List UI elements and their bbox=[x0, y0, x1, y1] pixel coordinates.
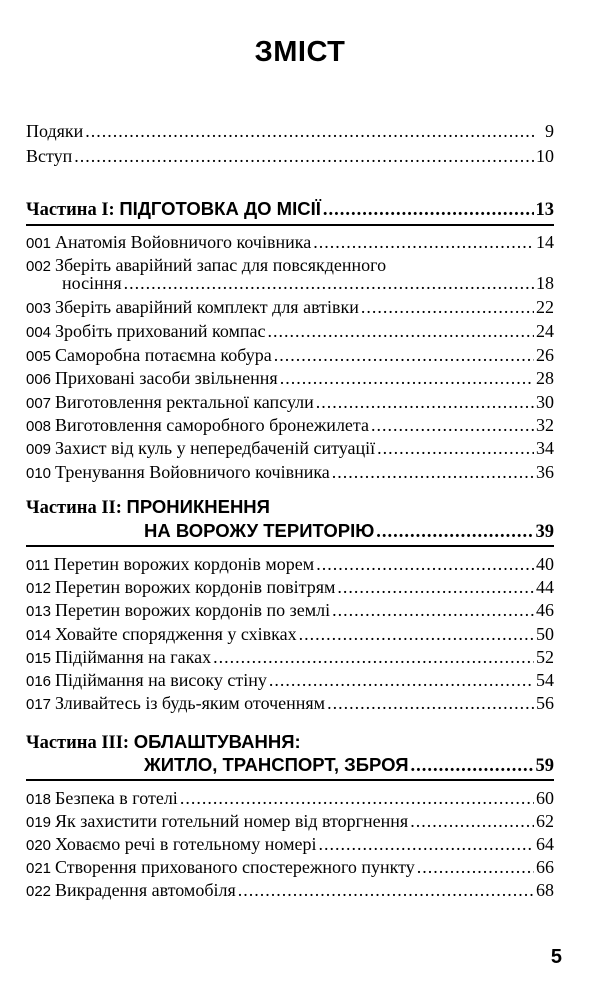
toc-entry[interactable]: 019 Як захистити готельний номер від вторгнення ..... 62 bbox=[26, 810, 554, 834]
toc-entry-line1[interactable]: 002 Зберіть аварійний запас для повсякденного bbox=[26, 255, 387, 275]
toc-entry[interactable]: 009 Захист від куль у непередбаченій ситуації ..... 34 bbox=[26, 437, 554, 461]
toc-part-3-heading-line2[interactable]: ЖИТЛО, ТРАНСПОРТ, ЗБРОЯ ..... 59 bbox=[26, 754, 554, 777]
toc-part-2-heading-line2[interactable]: НА ВОРОЖУ ТЕРИТОРІЮ ..... 39 bbox=[26, 520, 554, 543]
toc-entry[interactable]: 016 Підіймання на високу стіну ..... 54 bbox=[26, 669, 554, 693]
toc-entry[interactable]: 012 Перетин ворожих кордонів повітрям ..... 44 bbox=[26, 576, 554, 600]
toc-entry[interactable]: 007 Виготовлення ректальної капсули ..... 30 bbox=[26, 391, 554, 415]
toc-entry[interactable]: 008 Виготовлення саморобного бронежилета ..... 32 bbox=[26, 414, 554, 438]
toc-entry[interactable]: 011 Перетин ворожих кордонів морем ..... 40 bbox=[26, 553, 554, 577]
toc-part-1-heading[interactable]: Частина I: ПІДГОТОВКА ДО МІСІЇ ..... 13 bbox=[26, 198, 554, 221]
section-divider bbox=[26, 224, 554, 226]
section-divider bbox=[26, 545, 554, 547]
toc-entry-introduction[interactable]: Вступ ..... 10 bbox=[26, 145, 554, 167]
toc-entry[interactable]: 014 Ховайте спорядження у схівках ..... 50 bbox=[26, 623, 554, 647]
toc-entry[interactable]: 015 Підіймання на гаках ..... 52 bbox=[26, 646, 554, 670]
toc-entry[interactable]: 001 Анатомія Войовничого кочівника ..... 14 bbox=[26, 231, 554, 255]
toc-part-2-heading[interactable]: Частина II: ПРОНИКНЕННЯ bbox=[26, 496, 270, 518]
toc-entry[interactable]: носіння ..... 18 bbox=[26, 272, 554, 294]
section-divider bbox=[26, 779, 554, 781]
page-number: 5 bbox=[550, 946, 562, 968]
toc-entry[interactable]: 005 Саморобна потаємна кобура ..... 26 bbox=[26, 344, 554, 368]
toc-entry[interactable]: 017 Зливайтесь із будь-яким оточенням ..... 56 bbox=[26, 692, 554, 716]
toc-part-3-heading[interactable]: Частина III: ОБЛАШТУВАННЯ: bbox=[26, 731, 301, 753]
toc-entry[interactable]: 018 Безпека в готелі ..... 60 bbox=[26, 787, 554, 811]
toc-entry[interactable]: 020 Ховаємо речі в готельному номері ..... 64 bbox=[26, 833, 554, 857]
toc-entry[interactable]: 022 Викрадення автомобіля ..... 68 bbox=[26, 879, 554, 903]
toc-entry[interactable]: 003 Зберіть аварійний комплект для автівки ..... 22 bbox=[26, 296, 554, 320]
toc-entry[interactable]: 021 Створення прихованого спостережного пункту ..... 66 bbox=[26, 856, 554, 880]
page-title: ЗМІСТ bbox=[254, 36, 346, 68]
toc-entry-acknowledgements[interactable]: Подяки ..... 9 bbox=[26, 120, 554, 142]
toc-entry[interactable]: 006 Приховані засоби звільнення ..... 28 bbox=[26, 367, 554, 391]
toc-entry[interactable]: 013 Перетин ворожих кордонів по землі ..... 46 bbox=[26, 599, 554, 623]
toc-entry[interactable]: 004 Зробіть прихований компас ..... 24 bbox=[26, 320, 554, 344]
toc-entry[interactable]: 010 Тренування Войовничого кочівника ..... 36 bbox=[26, 461, 554, 485]
